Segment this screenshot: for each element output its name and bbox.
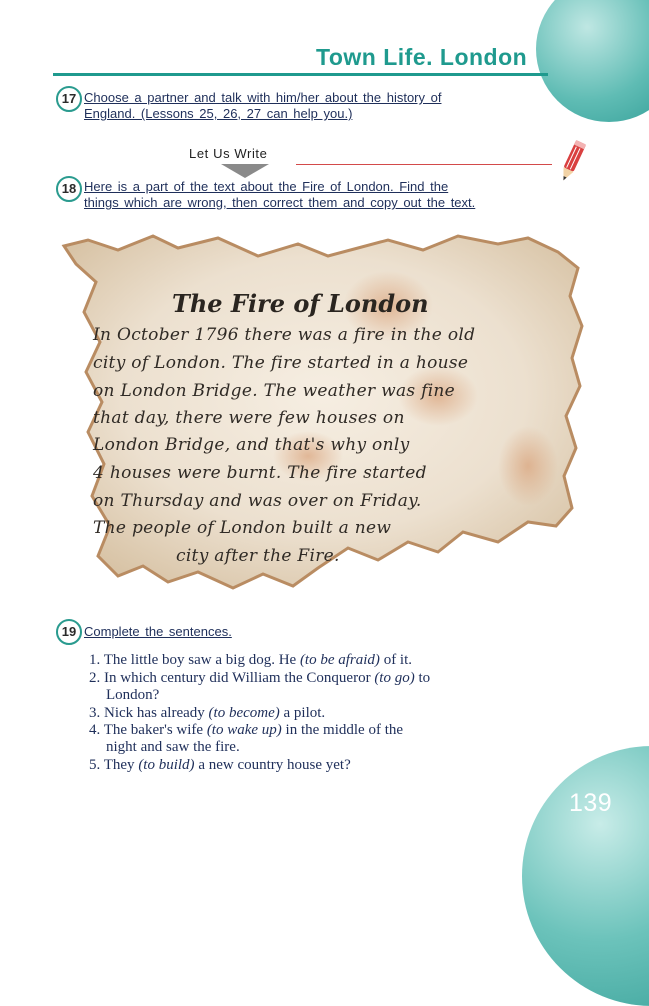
paper-line: London Bridge, and that's why only bbox=[93, 435, 410, 455]
paper-line: 4 houses were burnt. The fire started bbox=[93, 463, 427, 483]
sentence-hint: (to become) bbox=[208, 705, 280, 721]
task-number-17: 17 bbox=[56, 86, 82, 112]
sentence-hint: (to wake up) bbox=[206, 722, 282, 738]
paper-line: city after the Fire. bbox=[176, 546, 340, 566]
page-number: 139 bbox=[569, 789, 613, 817]
sentence-item bbox=[89, 756, 351, 774]
sentence-text: a new country house yet? bbox=[194, 757, 351, 773]
sentence-text: 3. Nick has already bbox=[89, 705, 209, 721]
pencil-icon bbox=[556, 138, 586, 188]
sentence-item bbox=[89, 651, 412, 669]
corner-decoration-top bbox=[536, 0, 649, 122]
down-arrow-icon bbox=[221, 164, 269, 178]
page-title: Town Life. London bbox=[316, 44, 528, 70]
sentence-text: 4. The baker's wife bbox=[89, 722, 207, 738]
section-heading: Let Us Write bbox=[189, 146, 268, 161]
task17-text-line1: Choose a partner and talk with him/her about the history of bbox=[84, 90, 442, 105]
sentence-text: to bbox=[414, 670, 431, 686]
paper-title: The Fire of London bbox=[172, 289, 429, 318]
paper-line: The people of London built a new bbox=[93, 518, 392, 538]
sentence-item bbox=[89, 669, 430, 687]
sentence-text: night and saw the fire. bbox=[106, 739, 240, 755]
task19-instruction: Complete the sentences. bbox=[84, 624, 232, 639]
section-heading-rule bbox=[296, 164, 552, 165]
title-divider bbox=[53, 73, 548, 76]
sentence-item bbox=[89, 704, 325, 722]
sentence-hint: (to go) bbox=[374, 670, 415, 686]
corner-decoration-bottom bbox=[522, 746, 649, 1006]
sentence-text: a pilot. bbox=[279, 705, 326, 721]
task18-text-line2: things which are wrong, then correct them and copy out the text. bbox=[84, 195, 476, 210]
task17-text-line2: England. (Lessons 25, 26, 27 can help you.) bbox=[84, 106, 353, 121]
sentence-item bbox=[106, 738, 240, 756]
sentence-item bbox=[89, 721, 403, 739]
sentence-hint: (to build) bbox=[138, 757, 195, 773]
paper-line: on London Bridge. The weather was fine bbox=[93, 381, 456, 401]
task-number-18: 18 bbox=[56, 176, 82, 202]
task18-text-line1: Here is a part of the text about the Fire of London. Find the bbox=[84, 179, 449, 194]
sentence-item bbox=[106, 686, 159, 704]
paper-line: that day, there were few houses on bbox=[93, 408, 405, 428]
sentence-text: 5. They bbox=[89, 757, 139, 773]
task-number-19: 19 bbox=[56, 619, 82, 645]
sentence-hint: (to be afraid) bbox=[299, 652, 380, 668]
sentence-text: of it. bbox=[379, 652, 413, 668]
sentence-text: 1. The little boy saw a big dog. He bbox=[89, 652, 300, 668]
sentence-text: in the middle of the bbox=[281, 722, 404, 738]
paper-line: city of London. The fire started in a house bbox=[93, 353, 469, 373]
sentence-text: London? bbox=[106, 687, 160, 703]
sentence-text: 2. In which century did William the Conqueror bbox=[89, 670, 375, 686]
paper-line: In October 1796 there was a fire in the old bbox=[93, 325, 476, 345]
paper-line: on Thursday and was over on Friday. bbox=[93, 491, 422, 511]
